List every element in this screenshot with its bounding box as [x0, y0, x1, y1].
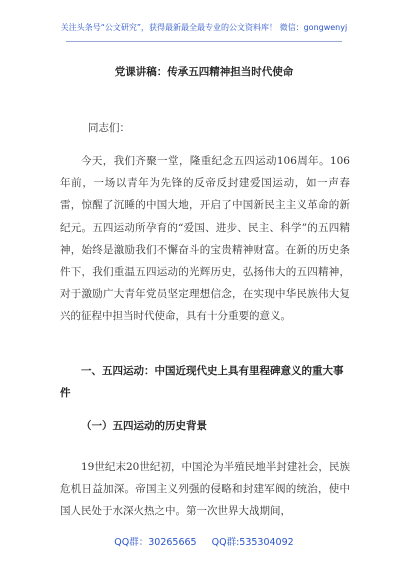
footer-contact: [0, 534, 408, 548]
subsection-heading-1: （一）五四运动的历史背景: [81, 420, 207, 432]
header-divider: [66, 41, 342, 42]
paragraph-intro: 今天，我们齐聚一堂，隆重纪念五四运动106周年。106年前，一场以青年为先锋的反帝反封建爱国运动，如一声春雷，惊醒了沉睡的中国大地，开启了中国新民主主义革命的新纪元。五四运动所孕育的“爱国、进步、民主、科学”的五四精神，始终是激励我们不懈奋斗的宝贵精神财富。在新的历史条件下，我们重温五四运动的光辉历史，弘扬伟大的五四精神，对于激励广大青年党员坚定理想信念，在实现中华民族伟大复兴的征程中担当时代使命，具有十分重要的意义。: [60, 155, 350, 323]
section-heading-1: 一、五四运动：中国近现代史上具有里程碑意义的重大事件: [60, 365, 344, 399]
paragraph-background: 19世纪末20世纪初，中国沦为半殖民地半封建社会，民族危机日益加深。帝国主义列强的侵略和封建军阀的统治，使中国人民处于水深火热之中。第一次世界大战期间，: [60, 461, 350, 518]
salutation: 同志们：: [88, 122, 130, 134]
footer-qq-group-2: QQ群:535304092: [211, 537, 294, 548]
footer-qq-group-1: QQ群：30265665: [114, 537, 197, 548]
header-promo-note: 关注头条号“公文研究”，获得最新最全最专业的公文资料库！ 微信：gongwenyj: [60, 23, 348, 32]
document-title: 党课讲稿：传承五四精神担当时代使命: [114, 66, 294, 78]
